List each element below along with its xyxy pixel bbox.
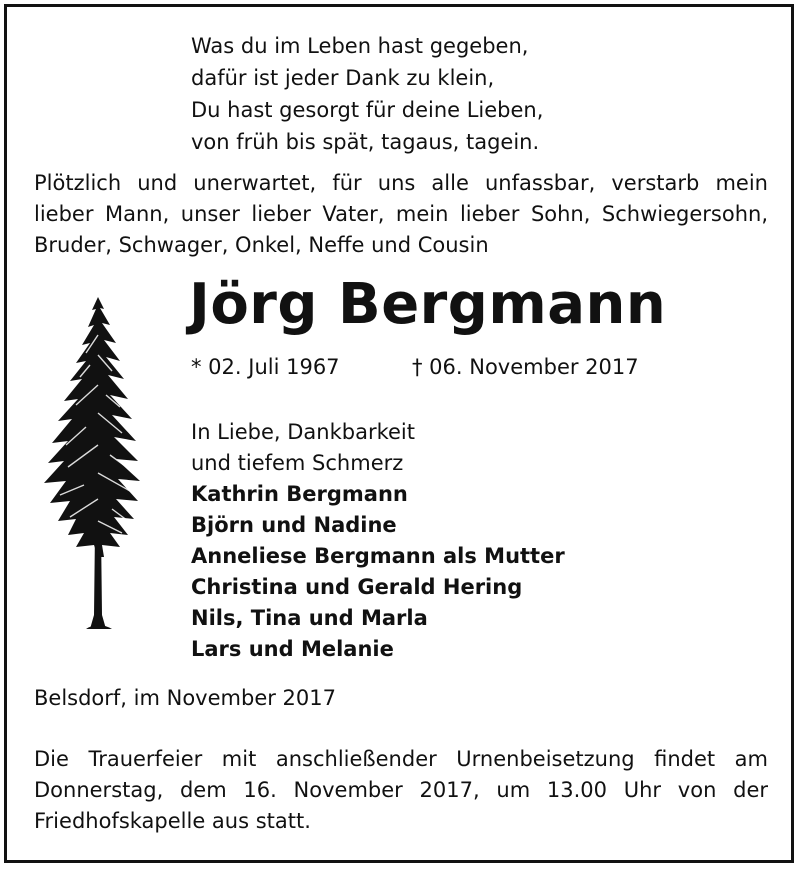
announcement-text — [34, 168, 768, 261]
poem — [191, 30, 543, 158]
announcement-line: lieber Mann, unser lieber Vater, mein lieber Sohn, Schwiegersohn, — [34, 202, 768, 226]
deceased-name: Jörg Bergmann — [189, 272, 667, 337]
announcement-line: Plötzlich und unerwartet, für uns alle unfassbar, verstarb mein — [34, 171, 768, 195]
mourner-name: Nils, Tina und Marla — [191, 606, 428, 630]
mourner-name: Christina und Gerald Hering — [191, 575, 523, 599]
service-line: Friedhofskapelle aus statt. — [34, 809, 311, 833]
place-and-date: Belsdorf, im November 2017 — [34, 686, 336, 710]
birth-date: * 02. Juli 1967 — [191, 355, 340, 379]
poem-line: von früh bis spät, tagaus, tagein. — [191, 130, 540, 154]
mourner-name: Björn und Nadine — [191, 513, 397, 537]
mourners-intro-line: In Liebe, Dankbarkeit — [191, 420, 415, 444]
service-line: Donnerstag, dem 16. November 2017, um 13.00 Uhr von der — [34, 778, 768, 802]
service-line: Die Trauerfeier mit anschließender Urnenbeisetzung findet am — [34, 747, 768, 771]
death-date: † 06. November 2017 — [412, 355, 639, 379]
poem-line: dafür ist jeder Dank zu klein, — [191, 66, 495, 90]
mourner-name: Kathrin Bergmann — [191, 482, 408, 506]
mourner-name: Lars und Melanie — [191, 637, 394, 661]
announcement-line: Bruder, Schwager, Onkel, Neffe und Cousin — [34, 233, 489, 257]
poem-line: Du hast gesorgt für deine Lieben, — [191, 98, 544, 122]
mourners-block — [191, 417, 565, 665]
mourner-name: Anneliese Bergmann als Mutter — [191, 544, 565, 568]
fir-tree-icon — [40, 295, 150, 635]
funeral-service-info — [34, 744, 768, 837]
mourners-intro-line: und tiefem Schmerz — [191, 451, 404, 475]
poem-line: Was du im Leben hast gegeben, — [191, 34, 529, 58]
